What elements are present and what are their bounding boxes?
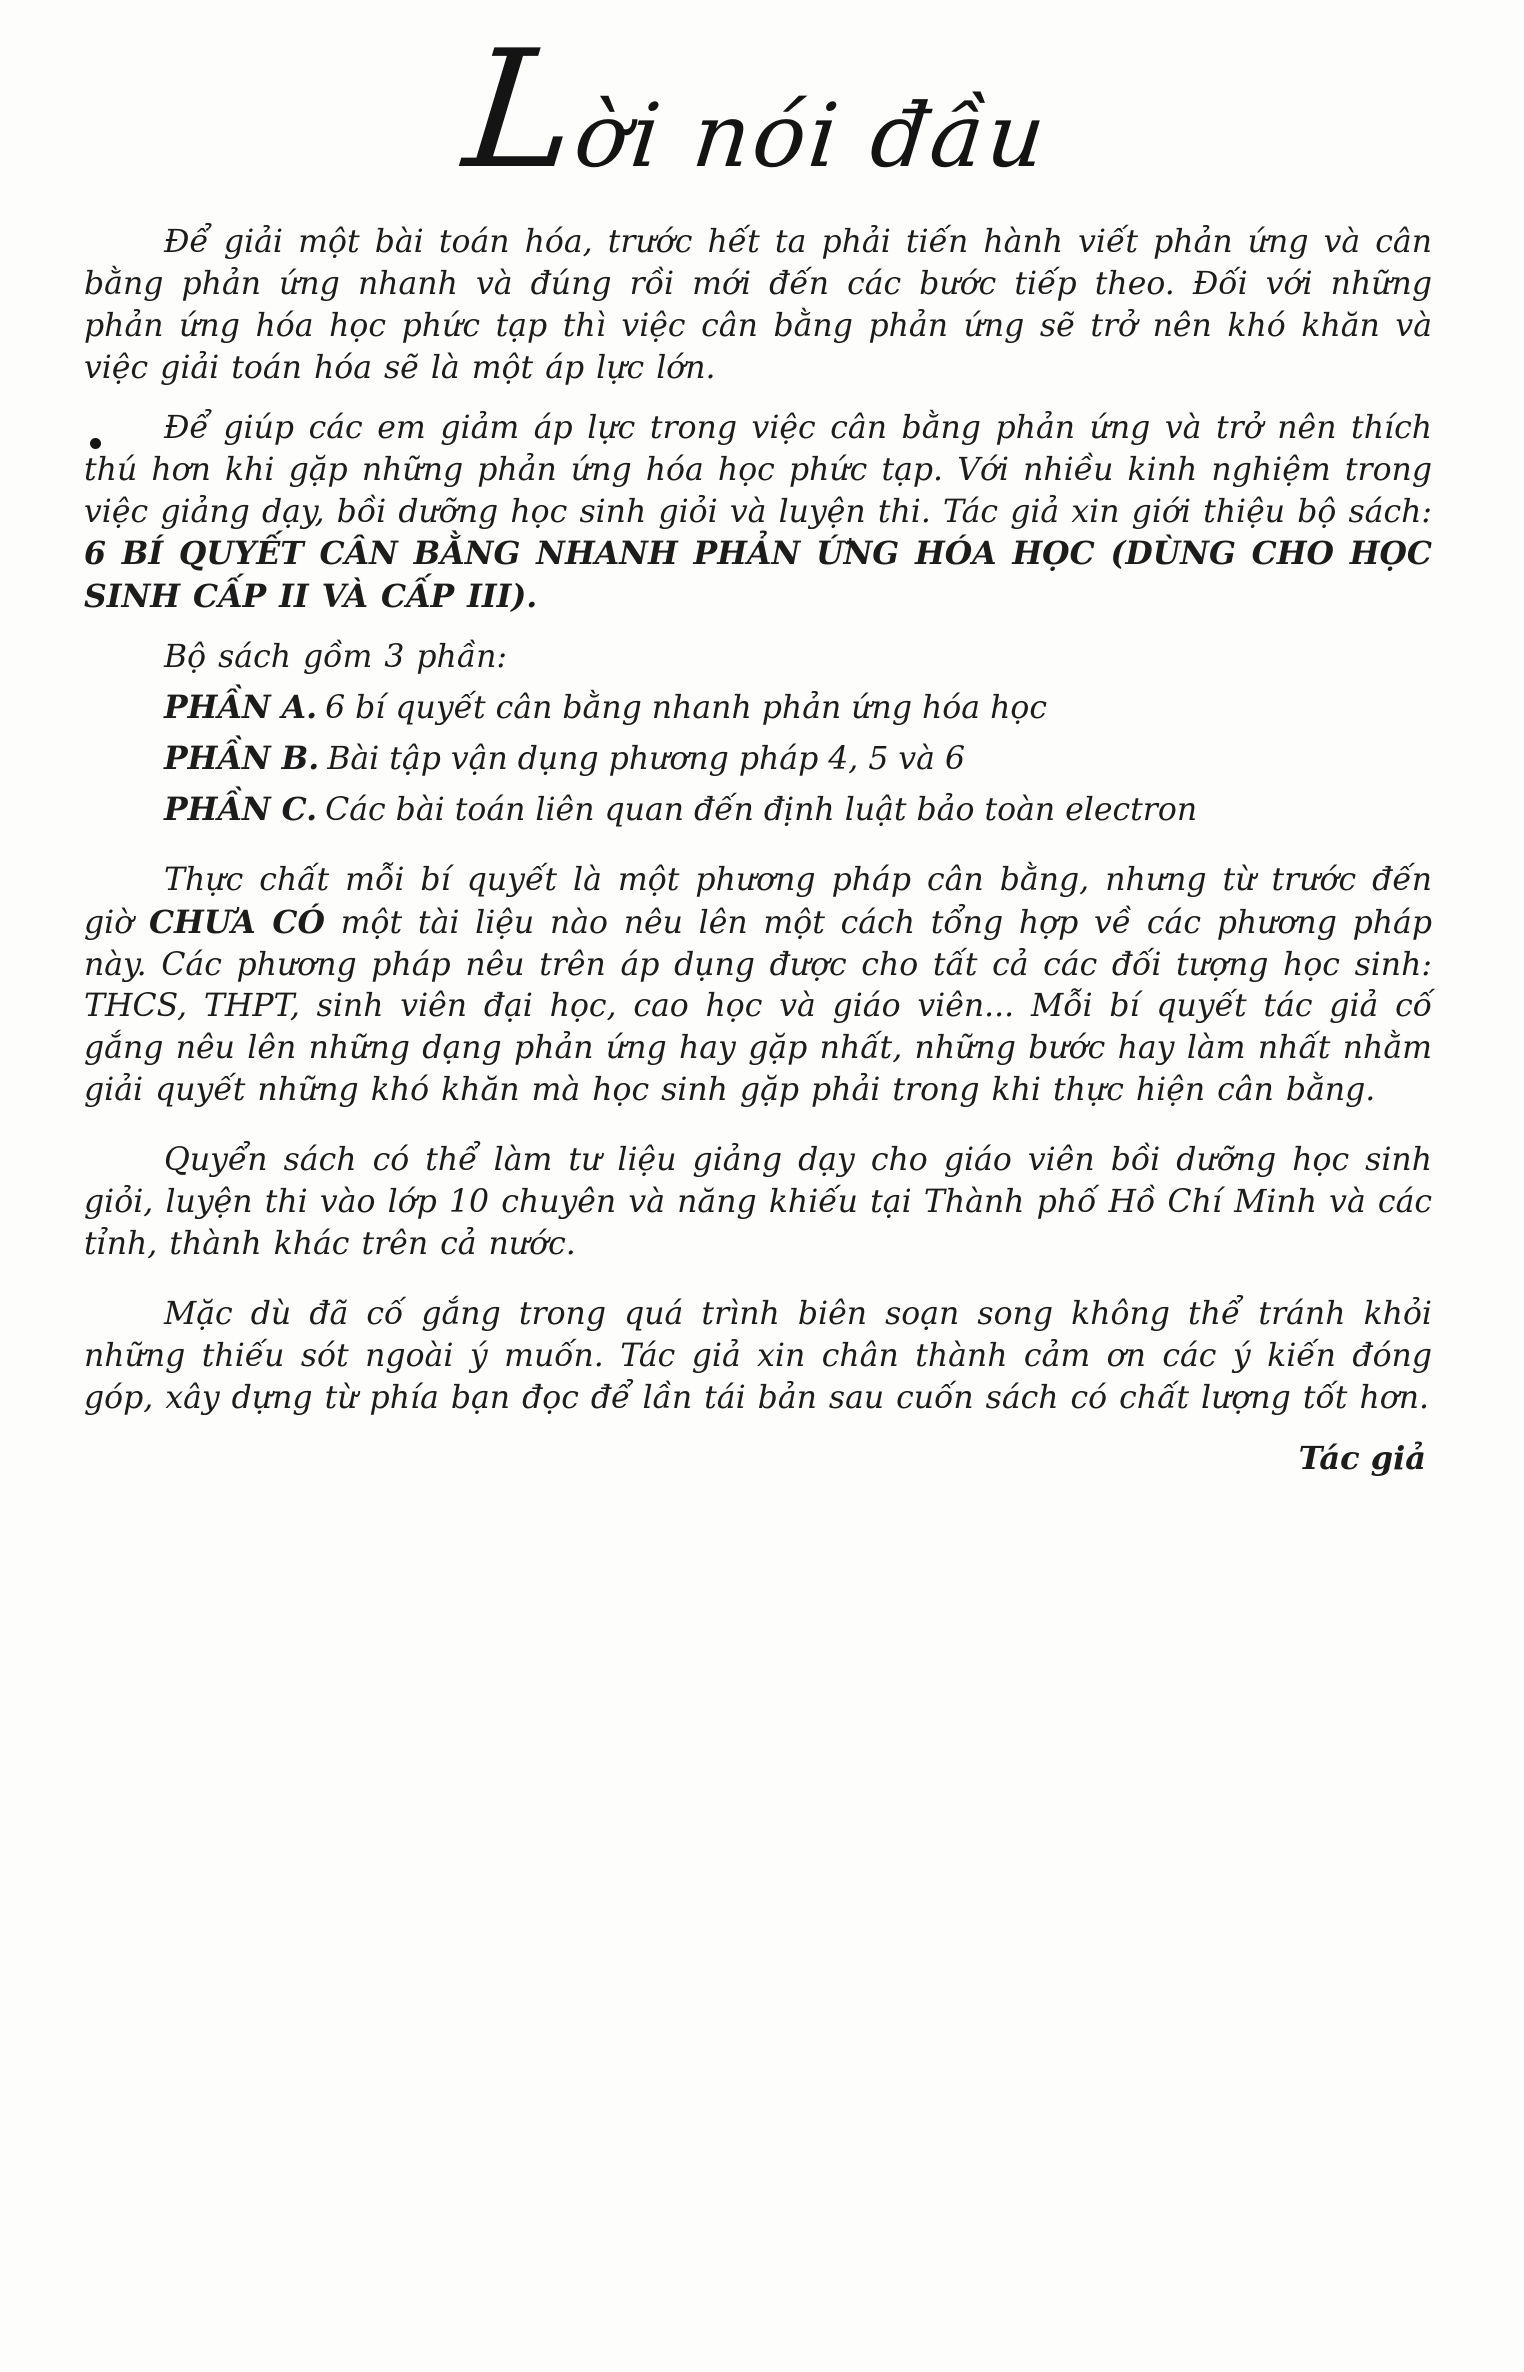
page-title: Lời nói đầu	[457, 16, 1053, 205]
book-parts-intro: Bộ sách gồm 3 phần:	[164, 639, 508, 676]
paragraph-usage: Quyển sách có thể làm tư liệu giảng dạy cho giáo viên bồi dưỡng học sinh giỏi, luyện thi vào lớp 10 chuyên và năng khiếu tại Thành phố Hồ Chí Minh và các tỉnh, thành khác trên cả nước.	[84, 1142, 1432, 1262]
paragraph-methods-emphasis: CHƯA CÓ	[148, 903, 325, 941]
book-part-c	[84, 789, 1432, 832]
paragraph-book-announce	[84, 408, 1432, 619]
author-signature	[84, 1439, 1432, 1477]
book-part-a-label: PHẦN A.	[164, 689, 318, 727]
paragraph-apology: Mặc dù đã cố gắng trong quá trình biên soạn song không thể tránh khỏi những thiếu sót ngoài ý muốn. Tác giả xin chân thành cảm ơn các ý kiến đóng góp, xây dựng từ phía bạn đọc để lần tái bản sau cuốn sách có chất lượng tốt hơn.	[84, 1295, 1432, 1416]
book-part-a-text: 6 bí quyết cân bằng nhanh phản ứng hóa học	[325, 690, 1047, 727]
book-part-b	[84, 738, 1432, 781]
paragraph-methods	[84, 860, 1432, 1112]
scan-artifact-dot	[90, 438, 101, 449]
book-part-c-label: PHẦN C.	[164, 790, 318, 828]
paragraph-methods-pre: Thực chất mỗi bí quyết là một phương pháp cân bằng, nhưng từ trước đến giờ	[84, 861, 1432, 941]
book-series-title: 6 BÍ QUYẾT CÂN BẰNG NHANH PHẢN ỨNG HÓA HỌC (DÙNG CHO HỌC SINH CẤP II VÀ CẤP III).	[84, 535, 1432, 616]
paragraph-methods-post: một tài liệu nào nêu lên một cách tổng hợp về các phương pháp này. Các phương pháp nêu trên áp dụng được cho tất cả các đối tượng học sinh: THCS, THPT, sinh viên đại học, cao học và giáo viên... Mỗi bí quyết tác giả cố gắng nêu lên những dạng phản ứng hay gặp nhất, những bước hay làm nhất nhằm giải quyết những khó khăn mà học sinh gặp phải trong khi thực hiện cân bằng.	[84, 904, 1432, 1109]
book-part-b-label: PHẦN B.	[164, 739, 320, 777]
author-signature-text: Tác giả	[1298, 1439, 1426, 1478]
paragraph-intro: Để giải một bài toán hóa, trước hết ta phải tiến hành viết phản ứng và cân bằng phản ứng nhanh và đúng rồi mới đến các bước tiếp theo. Đối với những phản ứng hóa học phức tạp thì việc cân bằng phản ứng sẽ trở nên khó khăn và việc giải toán hóa sẽ là một áp lực lớn.	[84, 224, 1432, 386]
book-part-b-text: Bài tập vận dụng phương pháp 4, 5 và 6	[327, 740, 966, 777]
book-part-c-text: Các bài toán liên quan đến định luật bảo toàn electron	[325, 791, 1198, 828]
paragraph-book-announce-text: Để giúp các em giảm áp lực trong việc cân bằng phản ứng và trở nên thích thú hơn khi gặp những phản ứng hóa học phức tạp. Với nhiều kinh nghiệm trong việc giảng dạy, bồi dưỡng học sinh giỏi và luyện thi. Tác giả xin giới thiệu bộ sách:	[84, 409, 1432, 530]
book-part-a	[84, 687, 1432, 730]
